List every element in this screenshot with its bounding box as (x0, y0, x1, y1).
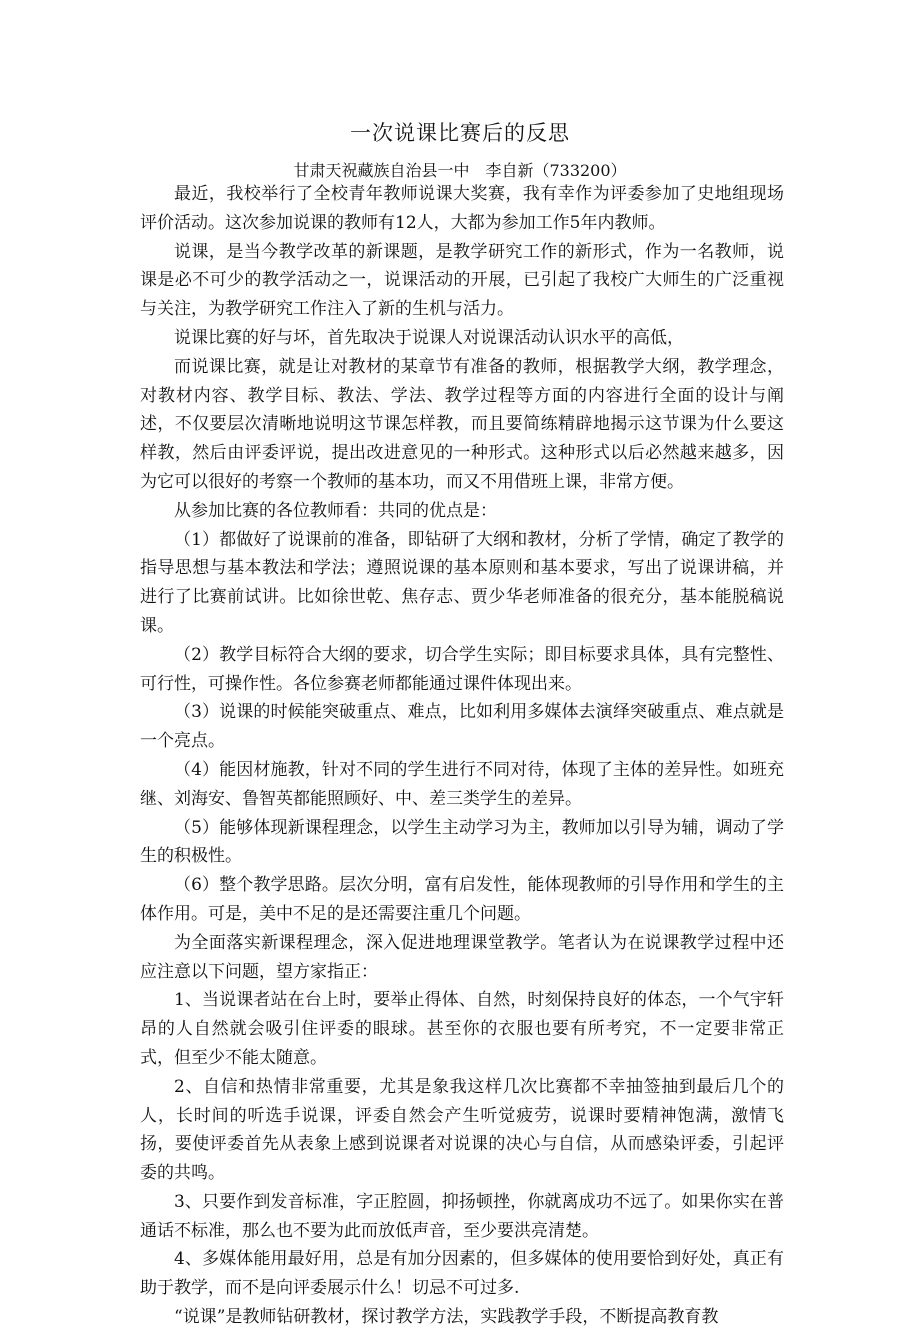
paragraph-intro: 最近，我校举行了全校青年教师说课大奖赛，我有幸作为评委参加了史地组现场评价活动。这次参加说课的教师有12人，大都为参加工作5年内教师。 (140, 184, 784, 233)
author-byline: 甘肃天祝藏族自治县一中 李自新（733200） (293, 161, 627, 180)
page-title: 一次说课比赛后的反思 (350, 121, 570, 145)
paragraph-issues-intro: 为全面落实新课程理念，深入促进地理课堂教学。笔者认为在说课教学过程中还应注意以下问题，望方家指正： (140, 932, 784, 982)
issue-item-4: 4、多媒体能用最好用，总是有加分因素的，但多媒体的使用要恰到好处，真正有助于教学，而不是向评委展示什么！切忌不可过多. (140, 1249, 784, 1299)
paragraph-definition: 说课，是当今教学改革的新课题，是教学研究工作的新形式，作为一名教师，说课是必不可少的教学活动之一，说课活动的开展，已引起了我校广大师生的广泛重视与关注，为教学研究工作注入了新的生机与活力。 (140, 241, 784, 320)
strength-item-3: （3）说课的时候能突破重点、难点，比如利用多媒体去演绎突破重点、难点就是一个亮点。 (140, 702, 784, 752)
strength-item-4: （4）能因材施教，针对不同的学生进行不同对待，体现了主体的差异性。如班充继、刘海安、鲁智英都能照顾好、中、差三类学生的差异。 (140, 759, 784, 809)
paragraph-strengths-intro: 从参加比赛的各位教师看：共同的优点是： (174, 500, 497, 521)
issue-item-1: 1、当说课者站在台上时，要举止得体、自然，时刻保持良好的体态，一个气宇轩昂的人自然就会吸引住评委的眼球。甚至你的衣服也要有所考究，不一定要非常正式，但至少不能太随意。 (140, 990, 784, 1068)
issue-item-3: 3、只要作到发音标准，字正腔圆，抑扬顿挫，你就离成功不远了。如果你实在普通话不标准，那么也不要为此而放低声音，至少要洪亮清楚。 (140, 1191, 784, 1241)
article-body (140, 180, 784, 1332)
paragraph-explanation: 而说课比赛，就是让对教材的某章节有准备的教师，根据教学大纲，教学理念，对教材内容、教学目标、教法、学法、教学过程等方面的内容进行全面的设计与阐述，不仅要层次清晰地说明这节课怎样教，而且要简练精辟地揭示这节课为什么要这样教，然后由评委评说，提出改进意见的一种形式。这种形式以后必然越来越多，因为它可以很好的考察一个教师的基本功，而又不用借班上课，非常方便。 (140, 356, 784, 492)
strength-item-1: （1）都做好了说课前的准备，即钻研了大纲和教材，分析了学情，确定了教学的指导思想与基本教法和学法；遵照说课的基本原则和基本要求，写出了说课讲稿，并进行了比赛前试讲。比如徐世乾、焦存志、贾少华老师准备的很充分，基本能脱稿说课。 (140, 529, 784, 636)
strength-item-6: （6）整个教学思路。层次分明，富有启发性，能体现教师的引导作用和学生的主体作用。可是，美中不足的是还需要注重几个问题。 (140, 875, 784, 924)
strength-item-5: （5）能够体现新课程理念，以学生主动学习为主，教师加以引导为辅，调动了学生的积极性。 (140, 817, 784, 867)
paragraph-closing: “说课”是教师钻研教材，探讨教学方法，实践教学手段，不断提高教育教 (174, 1307, 719, 1328)
paragraph-quality: 说课比赛的好与坏，首先取决于说课人对说课活动认识水平的高低， (174, 327, 684, 348)
strength-item-2: （2）教学目标符合大纲的要求，切合学生实际；即目标要求具体，具有完整性、可行性，可操作性。各位参赛老师都能通过课件体现出来。 (140, 644, 784, 694)
issue-item-2: 2、自信和热情非常重要，尤其是象我这样几次比赛都不幸抽签抽到最后几个的人，长时间的听选手说课，评委自然会产生听觉疲劳，说课时要精神饱满，激情飞扬，要使评委首先从表象上感到说课者对说课的决心与自信，从而感染评委，引起评委的共鸣。 (140, 1076, 784, 1184)
